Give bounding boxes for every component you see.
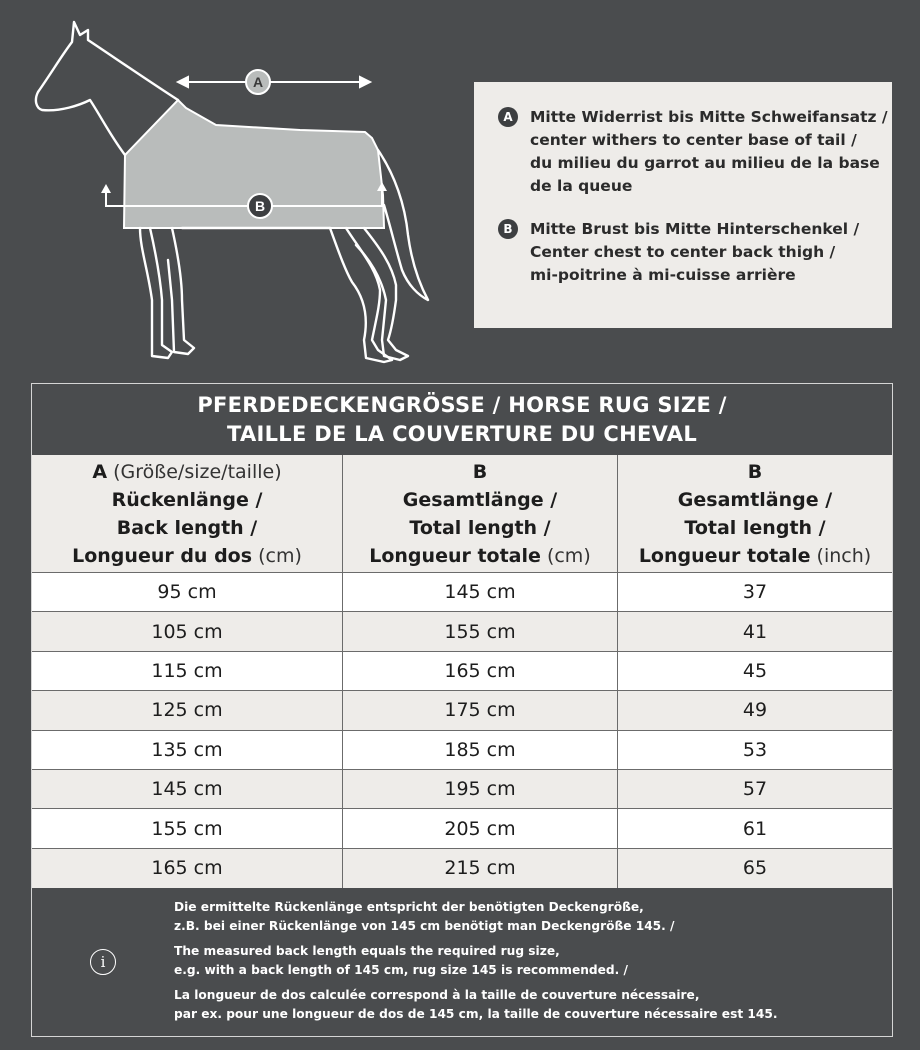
table-row [32,652,892,691]
legend-line: Mitte Brust bis Mitte Hinterschenkel / [530,220,860,238]
table-row [32,849,892,888]
note-paragraph-en [174,942,872,980]
note-line: par ex. pour une longueur de dos de 145 cm, la taille de couverture nécessaire est 145. [174,1007,778,1021]
cell-total-cm: 155 cm [342,612,617,650]
header-unit: (cm) [258,544,302,567]
table-row [32,809,892,848]
cell-total-inch: 37 [617,573,892,611]
table-row [32,573,892,612]
cell-total-inch: 41 [617,612,892,650]
info-note [32,888,892,1036]
cell-back-length: 95 cm [157,581,217,604]
legend-line: mi-poitrine à mi-cuisse arrière [530,266,796,284]
note-paragraph-de [174,898,872,936]
cell-back-length: 165 cm [151,857,223,880]
note-line: Die ermittelte Rückenlänge entspricht der benötigten Deckengröße, [174,900,644,914]
header-back-length [32,455,342,572]
header-line: Longueur totale [638,544,811,567]
legend-item-a [498,106,888,198]
cell-total-inch: 49 [617,691,892,729]
note-text [174,898,872,1030]
table-row [32,612,892,651]
table-title-line2: TAILLE DE LA COUVERTURE DU CHEVAL [226,421,698,446]
table-row [32,731,892,770]
legend-line: Center chest to center back thigh / [530,243,836,261]
header-letter: B [472,460,488,483]
cell-total-cm: 185 cm [342,731,617,769]
header-line: Total length / [409,516,551,539]
measure-b-arrowhead-left [101,184,111,193]
header-letter: A [92,460,108,483]
legend-line: Mitte Widerrist bis Mitte Schweifansatz / [530,108,888,126]
cell-total-inch: 61 [617,809,892,847]
note-line: z.B. bei einer Rückenlänge von 145 cm benötigt man Deckengröße 145. / [174,919,675,933]
legend-item-b [498,218,878,287]
legend-badge-a: A [498,107,518,127]
cell-back-length: 115 cm [151,659,223,682]
header-line: Gesamtlänge / [677,488,833,511]
cell-total-cm: 215 cm [342,849,617,888]
header-line: Longueur totale [369,544,541,567]
cell-total-cm: 175 cm [342,691,617,729]
table-body [32,572,892,888]
header-line: Rückenlänge / [111,488,263,511]
cell-back-length: 155 cm [151,817,223,840]
legend-text-b [530,218,859,287]
header-line: Total length / [684,516,826,539]
legend-text-a [530,106,888,198]
cell-total-inch: 45 [617,652,892,690]
cell-back-length: 145 cm [151,778,223,801]
table-row [32,770,892,809]
size-table [31,383,893,1037]
measure-b-label: B [254,198,266,214]
cell-total-cm: 205 cm [342,809,617,847]
header-unit: (inch) [816,544,872,567]
legend-line: de la queue [530,177,633,195]
note-line: La longueur de dos calculée correspond à la taille de couverture nécessaire, [174,988,700,1002]
header-letter-suffix: (Größe/size/taille) [113,460,282,483]
legend-line: du milieu du garrot au milieu de la base [530,154,880,172]
header-unit: (cm) [546,544,591,567]
cell-total-inch: 57 [617,770,892,808]
legend-line: center withers to center base of tail / [530,131,857,149]
header-letter: B [747,460,763,483]
note-line: The measured back length equals the required rug size, [174,944,560,958]
cell-total-cm: 165 cm [342,652,617,690]
note-line: e.g. with a back length of 145 cm, rug size 145 is recommended. / [174,963,628,977]
table-title [32,384,892,455]
horse-diagram [0,0,470,380]
cell-total-inch: 53 [617,731,892,769]
cell-back-length: 105 cm [151,620,223,643]
note-paragraph-fr [174,986,872,1024]
cell-total-cm: 145 cm [342,573,617,611]
header-line: Gesamtlänge / [402,488,558,511]
cell-back-length: 125 cm [151,699,223,722]
header-line: Longueur du dos [72,544,253,567]
table-header-row [32,455,892,572]
info-icon: i [90,949,116,975]
cell-total-inch: 65 [617,849,892,888]
header-total-length-cm [342,455,617,572]
table-title-line1: PFERDEDECKENGRÖSSE / HORSE RUG SIZE / [197,392,727,417]
cell-total-cm: 195 cm [342,770,617,808]
measure-a-arrow [178,77,370,87]
cell-back-length: 135 cm [151,738,223,761]
header-total-length-inch [617,455,892,572]
measurement-legend [474,82,892,328]
measure-a-label: A [252,74,264,90]
legend-badge-b: B [498,219,518,239]
header-line: Back length / [116,516,258,539]
table-row [32,691,892,730]
